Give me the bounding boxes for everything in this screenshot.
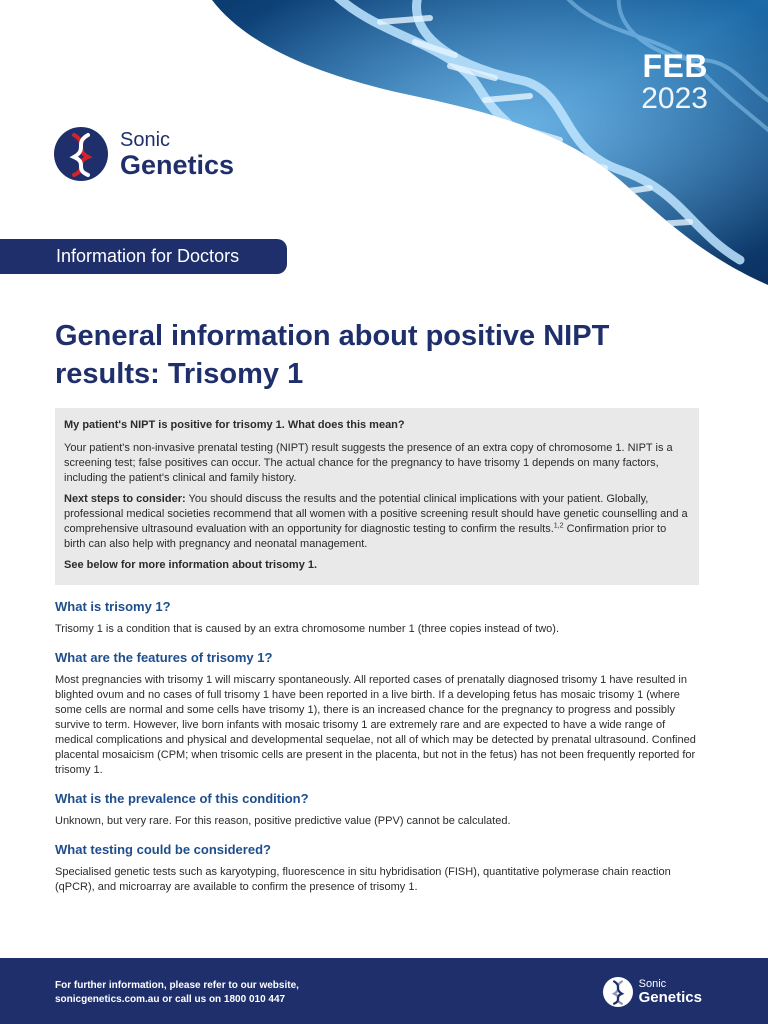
page-title: General information about positive NIPT results: Trisomy 1 [55,320,610,390]
brand-name-top: Sonic [120,128,171,151]
footer [0,958,768,1024]
footer-line-2: sonicgenetics.com.au or call us on 1800 010 447 [55,994,286,1005]
summary-question: My patient's NIPT is positive for trisomy 1. What does this mean? [64,419,405,431]
footer-line-1: For further information, please refer to our website, [55,980,299,991]
reference-marker: 1,2 [553,522,564,530]
next-steps-paragraph [64,492,689,552]
sonic-genetics-logo [54,127,234,181]
summary-paragraph: Your patient's non-invasive prenatal testing (NIPT) result suggests the presence of an extra copy of chromosome 1. NIPT is a screening test; false positives can occur. The actual chance for the pregnancy to have trisomy 1 depends on many factors, including the patient's clinical and family history. [64,442,673,484]
content-sections [55,599,705,908]
section-heading: What is trisomy 1? [55,599,171,614]
section-heading: What testing could be considered? [55,842,271,857]
brand-name-bottom: Genetics [120,149,235,180]
next-steps-text: You should discuss the results and the potential clinical implications with your patient. Globally, professional medical societies recommend that all women with a positive screening result should have genetic counselling and a comprehensive ultrasound evaluation with an opportunity for diagnostic testing to confirm the results. [64,493,688,535]
next-steps-label: Next steps to consider: [64,493,186,505]
next-steps-tail: Confirmation prior to birth can also help with pregnancy and neonatal management. [64,523,667,550]
section-heading: What is the prevalence of this condition? [55,791,309,806]
section-body: Specialised genetic tests such as karyotyping, fluorescence in situ hybridisation (FISH), quantitative polymerase chain reaction (qPCR), and microarray are available to confirm the presence of trisomy 1. [55,866,671,893]
summary-box [55,408,699,585]
section-body: Unknown, but very rare. For this reason, positive predictive value (PPV) cannot be calculated. [55,815,511,827]
footer-brand-bottom: Genetics [638,989,702,1006]
footer-brand-top: Sonic [638,978,667,990]
see-below-note: See below for more information about trisomy 1. [64,559,318,571]
issue-year: 2023 [641,82,708,115]
audience-banner: Information for Doctors [0,239,287,274]
issue-month: FEB [642,48,708,84]
dna-helix-icon [603,977,633,1007]
dna-helix-icon [54,127,108,181]
section-heading: What are the features of trisomy 1? [55,650,273,665]
section-body: Trisomy 1 is a condition that is caused by an extra chromosome number 1 (three copies instead of two). [55,623,559,635]
footer-contact [55,979,299,1007]
issue-date [641,50,708,114]
section-body: Most pregnancies with trisomy 1 will miscarry spontaneously. All reported cases of prenatally diagnosed trisomy 1 have resulted in blighted ovum and no cases of full trisomy 1 have been reported in a live birth. If a developing fetus has mosaic trisomy 1 (where some cells are normal and some cells have trisomy 1), there is an increased chance for the pregnancy to progress and possibly survive to term. However, live born infants with mosaic trisomy 1 are extremely rare and are expected to have a wide range of medical complications and physical and developmental sequelae, not all of which may be detected by prenatal ultrasound. Confined placental mosaicism (CPM; when trisomic cells are present in the placenta, but not in the fetus) has not been frequently reported for trisomy 1. [55,674,696,776]
footer-logo [603,977,702,1007]
